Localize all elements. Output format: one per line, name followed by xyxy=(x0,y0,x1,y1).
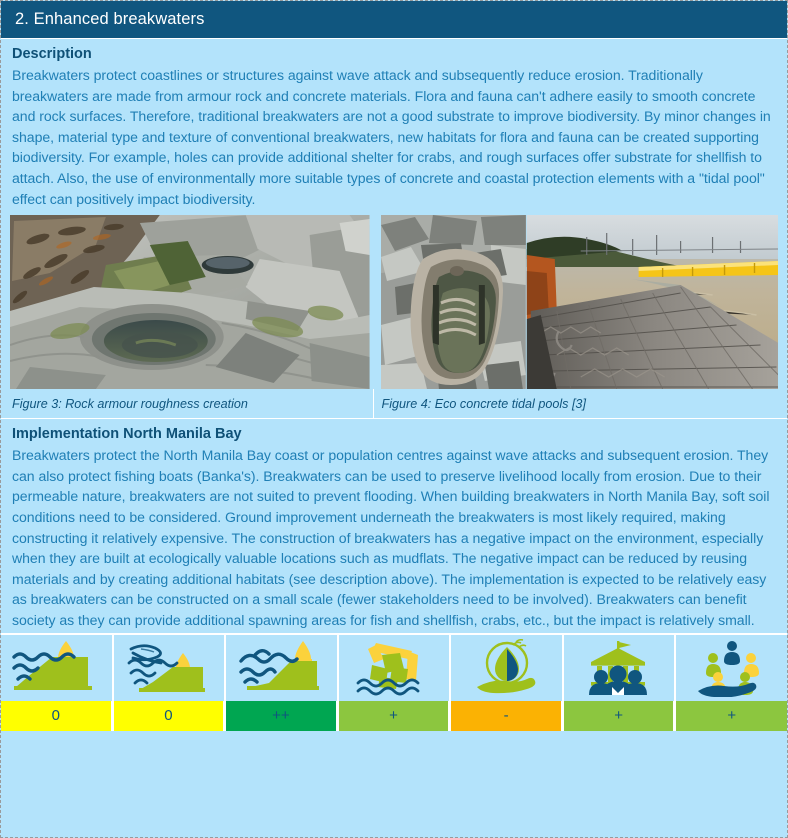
score-column-environment xyxy=(451,635,564,731)
description-section xyxy=(1,39,787,211)
environment-hand-leaf-drop-icon xyxy=(459,639,555,697)
implementation-heading: Implementation North Manila Bay xyxy=(12,426,242,443)
wave-attack-coast-icon-cell xyxy=(226,635,337,701)
description-heading: Description xyxy=(12,46,92,62)
rock-armour-photo xyxy=(10,215,370,389)
score-column-society xyxy=(676,635,787,731)
figure-3 xyxy=(10,215,370,418)
wave-attack-coast-icon xyxy=(233,639,329,697)
figure-4-caption: Figure 4: Eco concrete tidal pools [3] xyxy=(373,389,778,418)
figure-4 xyxy=(381,215,778,418)
flood-protection-icon xyxy=(8,639,104,697)
score-value-wave-attack: ++ xyxy=(226,701,337,731)
figures-row xyxy=(1,211,787,418)
figure-3-caption: Figure 3: Rock armour roughness creation xyxy=(12,397,248,412)
score-value-governance: + xyxy=(564,701,675,731)
flood-protection-icon-cell xyxy=(1,635,112,701)
page-title: 2. Enhanced breakwaters xyxy=(15,10,205,28)
score-column-wave-attack xyxy=(226,635,339,731)
score-column-river-erosion xyxy=(114,635,227,731)
governance-stakeholders-icon xyxy=(571,639,667,697)
erosion-river-icon-cell xyxy=(114,635,225,701)
score-column-flood-protection xyxy=(1,635,114,731)
page-title-bar xyxy=(1,1,787,39)
implementation-text: Breakwaters protect the North Manila Bay coast or population centres against wave attacks and subsequent erosion. They can also protect fishing boats (Banka's). Breakwaters can be used to preserve livelihood locally from erosion. Due to their permeable nature, breakwaters are not suited to prevent flooding. When building breakwaters in North Manila Bay, soft soil conditions need to be considered. Ground improvement underneath the breakwaters is most likely required, making constructing it relatively expensive. The construction of breakwaters has a negative impact on the environment, especially when they are built at ecologically valuable locations such as mudflats. The negative impact can be reduced by reusing materials and by creating additional habitats (see description above). The implementation is expected to be relatively easy as breakwaters can be constructed on a small scale (fewer stakeholders need to be involved). Breakwaters can benefit society as they can provide additional spawning areas for fish and shellfish, crabs, etc., but the impact is relatively small. xyxy=(12,447,770,628)
eco-concrete-photo xyxy=(381,215,778,389)
governance-stakeholders-icon-cell xyxy=(564,635,675,701)
material-reuse-crane-icon xyxy=(346,639,442,697)
score-column-governance xyxy=(564,635,677,731)
society-community-hand-icon xyxy=(684,639,780,697)
score-value-society: + xyxy=(676,701,787,731)
implementation-section xyxy=(1,419,787,632)
material-reuse-crane-icon-cell xyxy=(339,635,450,701)
environment-hand-leaf-drop-icon-cell xyxy=(451,635,562,701)
score-value-river-erosion: 0 xyxy=(114,701,225,731)
score-column-material-reuse xyxy=(339,635,452,731)
score-table xyxy=(1,633,787,731)
score-value-environment: - xyxy=(451,701,562,731)
score-value-material-reuse: + xyxy=(339,701,450,731)
description-text: Breakwaters protect coastlines or structures against wave attack and subsequently reduce erosion. Traditionally breakwaters are made from armour rock and concrete materials. Flora and fauna can't adhere easily to smooth concrete and rock surfaces. Therefore, traditional breakwaters are not a good substrate to improve biodiversity. By minor changes in shape, material type and texture of conventional breakwaters, new habitats for flora and fauna can be created supporting biodiversity. For example, holes can provide additional shelter for crabs, and rough surfaces offer substrate for shellfish to attach. Also, the use of environmentally more suitable types of concrete and coastal protection elements with a "tidal pool" effect can positively impact biodiversity. xyxy=(12,67,771,207)
society-community-hand-icon-cell xyxy=(676,635,787,701)
erosion-river-icon xyxy=(121,639,217,697)
score-value-flood-protection: 0 xyxy=(1,701,112,731)
